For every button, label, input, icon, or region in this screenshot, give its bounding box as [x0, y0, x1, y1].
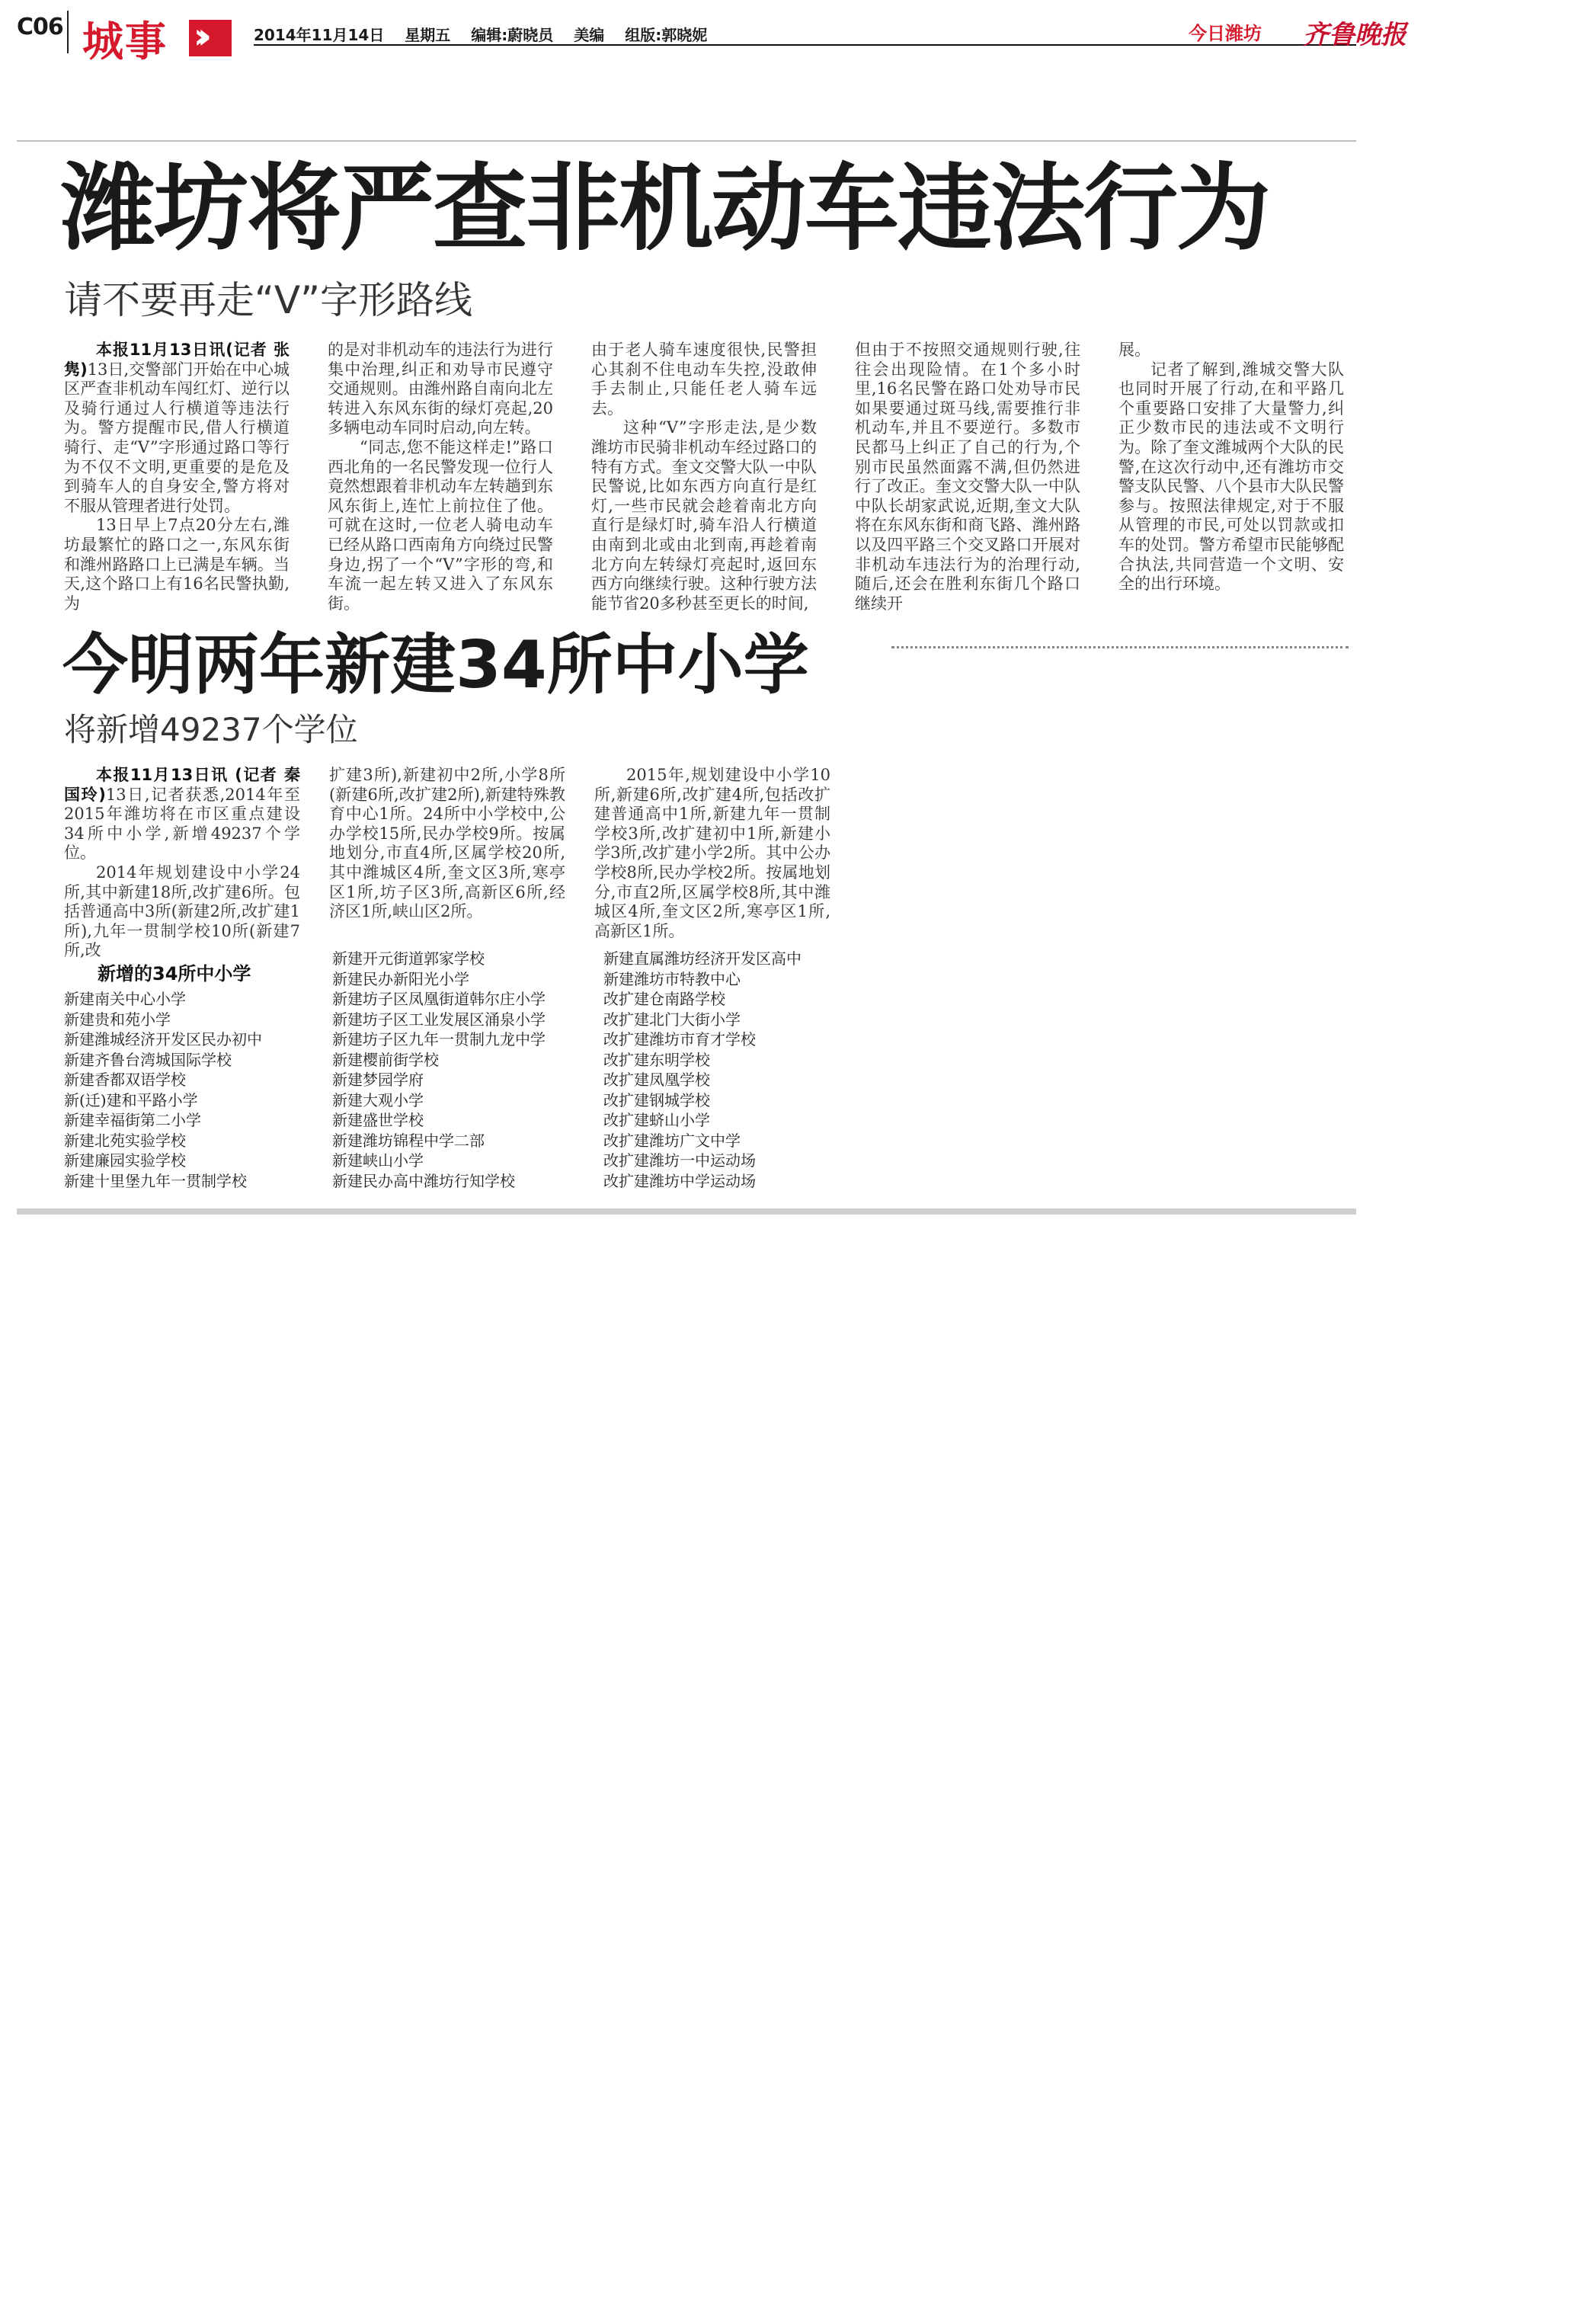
school-list-item: 新建直属潍坊经济开发区高中: [603, 949, 802, 968]
art-editor-credit: 美编: [574, 26, 605, 44]
section-chevron-icon: ››: [189, 20, 232, 56]
school-list-item: 新建香都双语学校: [64, 1071, 186, 1089]
header-divider: [67, 11, 69, 53]
story1-col3-text: 由于老人骑车速度很快,民警担心其刹不住电动车失控,没敢伸手去制止,只能任老人骑车远去。: [591, 341, 817, 418]
layout-credit: 组版:郭晓妮: [625, 26, 708, 44]
story1-column-2: [328, 341, 553, 613]
school-list-item: 新建廉园实验学校: [64, 1151, 186, 1170]
story2-subheadline: 将新增49237个学位: [64, 711, 358, 748]
school-list-item: 新建民办新阳光小学: [332, 969, 469, 988]
school-list-item: 新建贵和苑小学: [64, 1010, 171, 1029]
story1-col1-para2: 13日早上7点20分左右,潍坊最繁忙的路口之一,东风东街和潍州路路口上已满是车辆。当天,这个路口上有16名民警执勤,为: [64, 516, 290, 613]
story2-headline: 今明两年新建34所中小学: [62, 627, 809, 703]
school-list-item: 新建盛世学校: [332, 1111, 424, 1129]
story1-headline: 潍坊将严查非机动车违法行为: [61, 154, 1270, 264]
school-list-item: 新建坊子区工业发展区涌泉小学: [332, 1010, 546, 1029]
top-rule: [17, 140, 1356, 142]
school-list-item: 新建开元街道郭家学校: [332, 949, 485, 968]
story2-col1-text: 13日,记者获悉,2014年至2015年潍坊将在市区重点建设34所中小学,新增49237个学位。: [64, 785, 300, 863]
school-list-item: 改扩建钢城学校: [603, 1090, 710, 1109]
school-list-item: 改扩建东明学校: [603, 1050, 710, 1069]
school-list-column-2: [332, 949, 546, 1191]
school-list-item: 新建南关中心小学: [64, 990, 186, 1008]
school-list-item: 新建北苑实验学校: [64, 1131, 186, 1150]
story1-col5-text: 展。: [1118, 341, 1150, 359]
school-list-item: 新(迁)建和平路小学: [64, 1090, 198, 1109]
school-list-item: 新建坊子区凤凰街道韩尔庄小学: [332, 990, 546, 1008]
page-number: C06: [17, 14, 63, 40]
story1-col3-para2: 这种“V”字形走法,是少数潍坊市民骑非机动车经过路口的特有方式。奎文交警大队一中队民警说,比如东西方向直行是红灯,一些市民就会趁着南北方向直行是绿灯时,骑车沿人行横道由南到北或由北到南,再趁着南北方向左转绿灯亮起时,返回东西方向继续行驶。这种行驶方法能节省20多秒甚至更长的时间,: [591, 418, 817, 613]
school-list-item: 新建峡山小学: [332, 1151, 424, 1170]
story1-column-5: [1118, 341, 1344, 594]
story2-col2-text: 扩建3所),新建初中2所,小学8所(新建6所,改扩建2所),新建特殊教育中心1所。24所中小学校中,公办学校15所,民办学校9所。按属地划分,市直4所,区属学校20所,其中潍城区4所,奎文区3所,寒亭区1所,坊子区3所,高新区6所,经济区1所,峡山区2所。: [329, 766, 565, 921]
school-list-item: 新建潍坊市特教中心: [603, 969, 741, 988]
school-list-item: 新建大观小学: [332, 1090, 424, 1109]
school-list-column-3: [603, 949, 802, 1191]
school-list-item: 改扩建潍坊一中运动场: [603, 1151, 756, 1170]
story1-column-4: [855, 341, 1080, 613]
school-list-column-1: [64, 989, 262, 1191]
school-list-item: 改扩建凤凰学校: [603, 1071, 710, 1089]
school-list-title: 新增的34所中小学: [98, 963, 251, 984]
story1-col2-para2: “同志,您不能这样走!”路口西北角的一名民警发现一位行人竟然想跟着非机动车左转趟到东风东街上,连忙上前拉住了他。可就在这时,一位老人骑电动车已经从路口西南角方向绕过民警身边,拐了一个“V”字形的弯,和车流一起左转又进入了东风东街。: [328, 437, 553, 613]
story1-subheadline: 请不要再走“V”字形路线: [64, 278, 473, 322]
school-list-item: 新建齐鲁台湾城国际学校: [64, 1050, 232, 1069]
story1-lead: 本报11月13日讯(记者 张隽): [64, 341, 290, 379]
bottom-rule: [17, 1208, 1356, 1215]
school-list-item: 新建潍城经济开发区民办初中: [64, 1030, 262, 1048]
story2-col1-para2: 2014年规划建设中小学24所,其中新建18所,改扩建6所。包括普通高中3所(新建2所,改扩建1所),九年一贯制学校10所(新建7所,改: [64, 863, 300, 960]
story2-column-3: [594, 766, 830, 940]
brand-label: 今日潍坊: [1189, 23, 1262, 44]
section-title: 城事: [82, 18, 168, 66]
story1-column-3: [591, 341, 817, 613]
editor-credit: 编辑:蔚晓员: [471, 26, 554, 44]
school-list-item: 新建坊子区九年一贯制九龙中学: [332, 1030, 546, 1048]
story-separator: [891, 646, 1349, 648]
newspaper-logo: 齐鲁晚报: [1303, 20, 1406, 50]
story2-column-1: [64, 766, 300, 960]
school-list-item: 新建樱前街学校: [332, 1050, 439, 1069]
school-list-item: 改扩建仓南路学校: [603, 990, 725, 1008]
school-list-item: 新建民办高中潍坊行知学校: [332, 1171, 515, 1190]
school-list-item: 新建梦园学府: [332, 1071, 424, 1089]
school-list-item: 改扩建北门大街小学: [603, 1010, 741, 1029]
story1-column-1: [64, 341, 290, 613]
issue-date: 2014年11月14日: [254, 26, 385, 44]
school-list-item: 改扩建潍坊广文中学: [603, 1131, 741, 1150]
school-list-item: 新建幸福街第二小学: [64, 1111, 201, 1129]
story1-col5-para2: 记者了解到,潍城交警大队也同时开展了行动,在和平路几个重要路口安排了大量警力,纠正少数市民的违法或不文明行为。除了奎文潍城两个大队的民警,在这次行动中,还有潍坊市交警支队民警、八个县市大队民警参与。按照法律规定,对于不服从管理的市民,可处以罚款或扣车的处罚。警方希望市民能够配合执法,共同营造一个文明、安全的出行环境。: [1118, 360, 1344, 594]
story2-lead: 本报11月13日讯 (记者 秦国玲): [64, 766, 300, 804]
issue-weekday: 星期五: [405, 26, 451, 44]
story1-col2-text: 的是对非机动车的违法行为进行集中治理,纠正和劝导市民遵守交通规则。由潍州路自南向北左转进入东风东街的绿灯亮起,20多辆电动车同时启动,向左转。: [328, 341, 553, 437]
school-list-item: 改扩建潍坊中学运动场: [603, 1171, 756, 1190]
story2-column-2: [329, 766, 565, 930]
school-list-item: 新建潍坊锦程中学二部: [332, 1131, 485, 1150]
issue-info: [254, 23, 722, 45]
story2-col3-text: 2015年,规划建设中小学10所,新建6所,改扩建4所,包括改扩建普通高中1所,新建九年一贯制学校3所,改扩建初中1所,新建小学3所,改扩建小学2所。其中公办学校8所,民办学校2所。按属地划分,市直2所,区属学校8所,其中潍城区4所,奎文区2所,寒亭区1所,高新区1所。: [594, 766, 830, 940]
school-list-item: 改扩建潍坊市育才学校: [603, 1030, 756, 1048]
story1-col1-text: 13日,交警部门开始在中心城区严查非机动车闯红灯、逆行以及骑行通过人行横道等违法行为。警方提醒市民,借人行横道骑行、走“V”字形通过路口等行为不仅不文明,更重要的是危及到骑车人的自身安全,警方将对不服从管理者进行处罚。: [64, 360, 290, 515]
school-list-item: 新建十里堡九年一贯制学校: [64, 1171, 247, 1190]
story1-col4-text: 但由于不按照交通规则行驶,往往会出现险情。在1个多小时里,16名民警在路口处劝导市民如果要通过斑马线,需要推行非机动车,并且不要逆行。多数市民都马上纠正了自己的行为,个别市民虽然面露不满,但仍然进行了改正。奎文交警大队一中队中队长胡家武说,近期,奎文大队将在东风东街和商飞路、潍州路以及四平路三个交叉路口开展对非机动车违法行为的治理行动,随后,还会在胜利东街几个路口继续开: [855, 341, 1080, 613]
school-list-item: 改扩建蛴山小学: [603, 1111, 710, 1129]
